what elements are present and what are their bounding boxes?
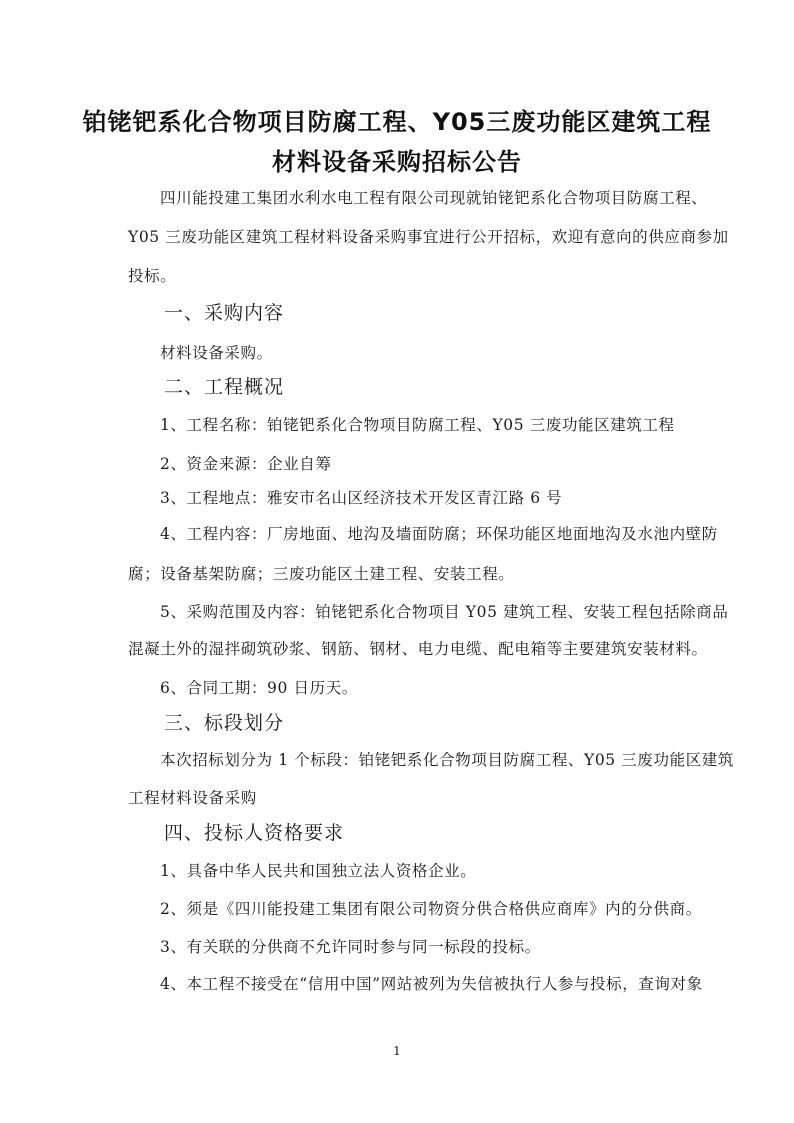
section-2-item-4-line-2: 腐；设备基架防腐；三废功能区土建工程、安装工程。 (128, 565, 515, 583)
section-4-heading: 四、投标人资格要求 (164, 822, 345, 844)
intro-paragraph-line-3: 投标。 (128, 267, 177, 285)
section-2-item-5-line-2: 混凝土外的湿拌砌筑砂浆、钢筋、钢材、电力电缆、配电箱等主要建筑安装材料。 (128, 640, 708, 658)
document-title-line-1: 铂铑钯系化合物项目防腐工程、Y05三废功能区建筑工程 (82, 108, 712, 136)
section-2-item-4-line-1: 4、工程内容：厂房地面、地沟及墙面防腐；环保功能区地面地沟及水池内壁防 (160, 525, 718, 543)
section-4-item-1: 1、具备中华人民共和国独立法人资格企业。 (160, 862, 477, 880)
section-2-heading: 二、工程概况 (164, 376, 285, 398)
section-4-item-2: 2、须是《四川能投建工集团有限公司物资分供合格供应商库》内的分供商。 (160, 900, 702, 918)
section-3-text-line-2: 工程材料设备采购 (128, 789, 257, 807)
section-2-item-2: 2、资金来源：企业自筹 (160, 455, 332, 473)
section-3-text-line-1: 本次招标划分为 1 个标段：铂铑钯系化合物项目防腐工程、Y05 三废功能区建筑 (160, 751, 735, 769)
section-4-item-3: 3、有关联的分供商不允许同时参与同一标段的投标。 (160, 938, 541, 956)
page-number: 1 (393, 1044, 401, 1058)
section-2-item-3: 3、工程地点：雅安市名山区经济技术开发区青江路 6 号 (160, 489, 563, 507)
document-title-line-2: 材料设备采购招标公告 (272, 148, 522, 176)
section-2-item-6: 6、合同工期：90 日历天。 (160, 679, 358, 697)
section-2-item-5-line-1: 5、采购范围及内容：铂铑钯系化合物项目 Y05 建筑工程、安装工程包括除商品 (160, 603, 729, 621)
section-1-heading: 一、采购内容 (164, 302, 285, 324)
section-3-heading: 三、标段划分 (164, 712, 285, 734)
intro-paragraph-line-2: Y05 三废功能区建筑工程材料设备采购事宜进行公开招标，欢迎有意向的供应商参加 (128, 228, 729, 246)
section-1-text: 材料设备采购。 (160, 344, 273, 362)
section-4-item-4: 4、本工程不接受在“信用中国”网站被列为失信被执行人参与投标，查询对象 (160, 975, 703, 993)
section-2-item-1: 1、工程名称：铂铑钯系化合物项目防腐工程、Y05 三废功能区建筑工程 (160, 416, 675, 434)
intro-paragraph-line-1: 四川能投建工集团水利水电工程有限公司现就铂铑钯系化合物项目防腐工程、 (160, 189, 708, 207)
